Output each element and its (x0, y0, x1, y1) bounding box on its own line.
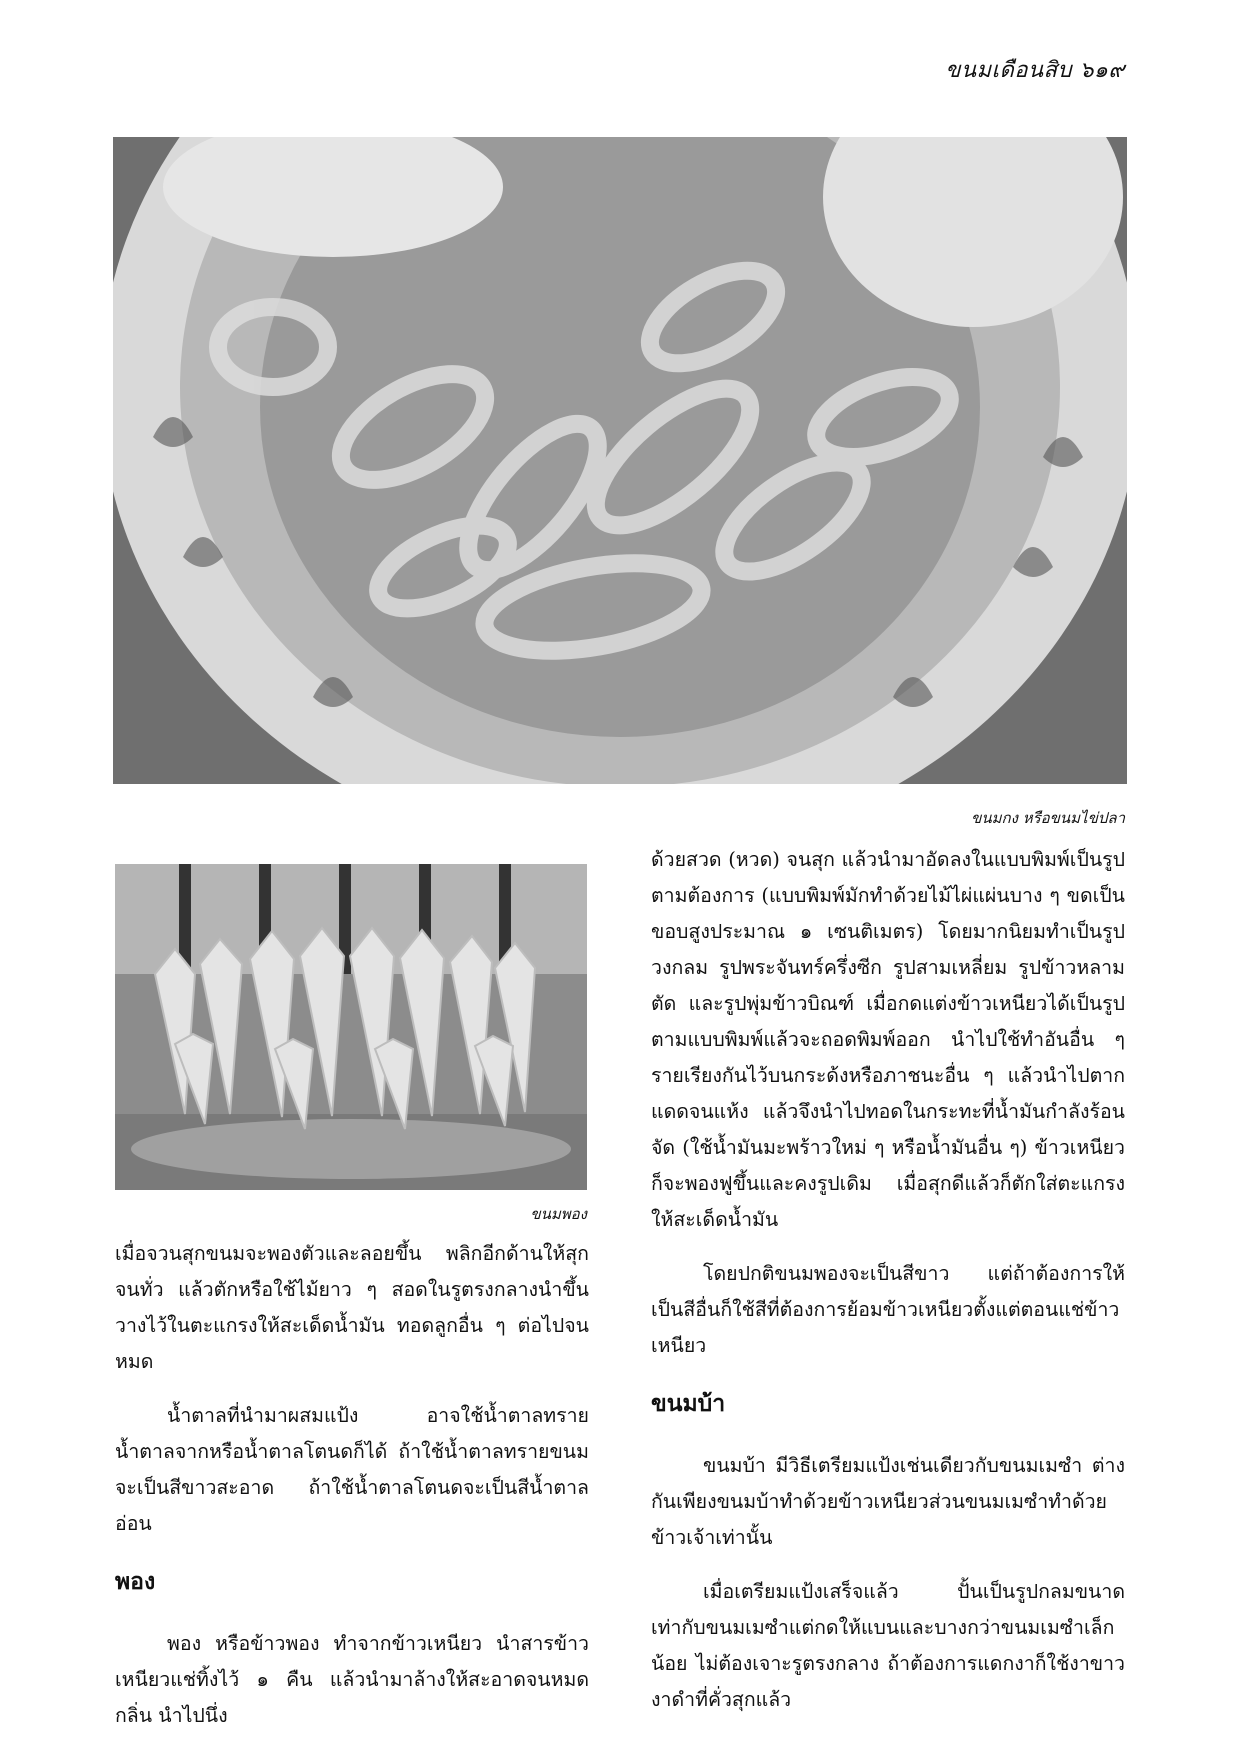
right-para-4: เมื่อเตรียมแป้งเสร็จแล้ว ปั้นเป็นรูปกลมขนาดเท่ากับขนมเมซำแต่กดให้แบนและบางกว่าขนมเมซำเล็กน้อย ไม่ต้องเจาะรูตรงกลาง ถ้าต้องการแดกงาก็ใช้งาขาวงาดำที่คั่วสุกแล้ว (651, 1580, 1125, 1711)
photo-khanom-kong (113, 137, 1127, 784)
right-para-3: ขนมบ้า มีวิธีเตรียมแป้งเช่นเดียวกับขนมเมซำ ต่างกันเพียงขนมบ้าทำด้วยข้าวเหนียวส่วนขนมเมซำทำด้วยข้าวเจ้าเท่านั้น (651, 1454, 1125, 1549)
caption-left-photo: ขนมพอง (530, 1205, 587, 1223)
section-heading-phong: พอง (115, 1568, 156, 1595)
photo-khanom-phong-image (115, 864, 587, 1190)
section-heading-khanom-ba: ขนมบ้า (651, 1390, 726, 1417)
left-para-2: น้ำตาลที่นำมาผสมแป้ง อาจใช้น้ำตาลทราย น้ำตาลจากหรือน้ำตาลโตนดก็ได้ ถ้าใช้น้ำตาลทรายขนมจะเป็นสีขาวสะอาด ถ้าใช้น้ำตาลโตนดจะเป็นสีน้ำตาลอ่อน (115, 1404, 589, 1535)
photo-khanom-phong (115, 864, 587, 1190)
caption-top-photo: ขนมกง หรือขนมไข่ปลา (971, 809, 1125, 827)
left-column (115, 1236, 589, 1752)
left-para-1: เมื่อจวนสุกขนมจะพองตัวและลอยขึ้น พลิกอีกด้านให้สุกจนทั่ว แล้วตักหรือใช้ไม้ยาว ๆ สอดในรูตรงกลางนำขึ้นวางไว้ในตะแกรงให้สะเด็ดน้ำมัน ทอดลูกอื่น ๆ ต่อไปจนหมด (115, 1242, 589, 1373)
running-header: ขนมเดือนสิบ ๖๑๙ (945, 58, 1125, 83)
photo-khanom-kong-image (113, 137, 1127, 784)
right-para-2: โดยปกติขนมพองจะเป็นสีขาว แต่ถ้าต้องการให้เป็นสีอื่นก็ใช้สีที่ต้องการย้อมข้าวเหนียวตั้งแต่ตอนแช่ข้าวเหนียว (651, 1262, 1125, 1357)
right-para-1: ด้วยสวด (หวด) จนสุก แล้วนำมาอัดลงในแบบพิมพ์เป็นรูปตามต้องการ (แบบพิมพ์มักทำด้วยไม้ไผ่แผ่นบาง ๆ ขดเป็นขอบสูงประมาณ ๑ เซนติเมตร) โดยมากนิยมทำเป็นรูปวงกลม รูปพระจันทร์ครึ่งซีก รูปสามเหลี่ยม รูปข้าวหลามตัด และรูปพุ่มข้าวบิณฑ์ เมื่อกดแต่งข้าวเหนียวได้เป็นรูปตามแบบพิมพ์แล้วจะถอดพิมพ์ออก นำไปใช้ทำอันอื่น ๆ รายเรียงกันไว้บนกระด้งหรือภาชนะอื่น ๆ แล้วนำไปตากแดดจนแห้ง แล้วจึงนำไปทอดในกระทะที่น้ำมันกำลังร้อนจัด (ใช้น้ำมันมะพร้าวใหม่ ๆ หรือน้ำมันอื่น ๆ) ข้าวเหนียวก็จะพองฟูขึ้นและคงรูปเดิม เมื่อสุกดีแล้วก็ตักใส่ตะแกรงให้สะเด็ดน้ำมัน (651, 848, 1125, 1231)
left-para-3: พอง หรือข้าวพอง ทำจากข้าวเหนียว นำสารข้าวเหนียวแช่ทิ้งไว้ ๑ คืน แล้วนำมาล้างให้สะอาดจนหมดกลิ่น นำไปนึ่ง (115, 1632, 589, 1727)
right-column (651, 842, 1125, 1736)
